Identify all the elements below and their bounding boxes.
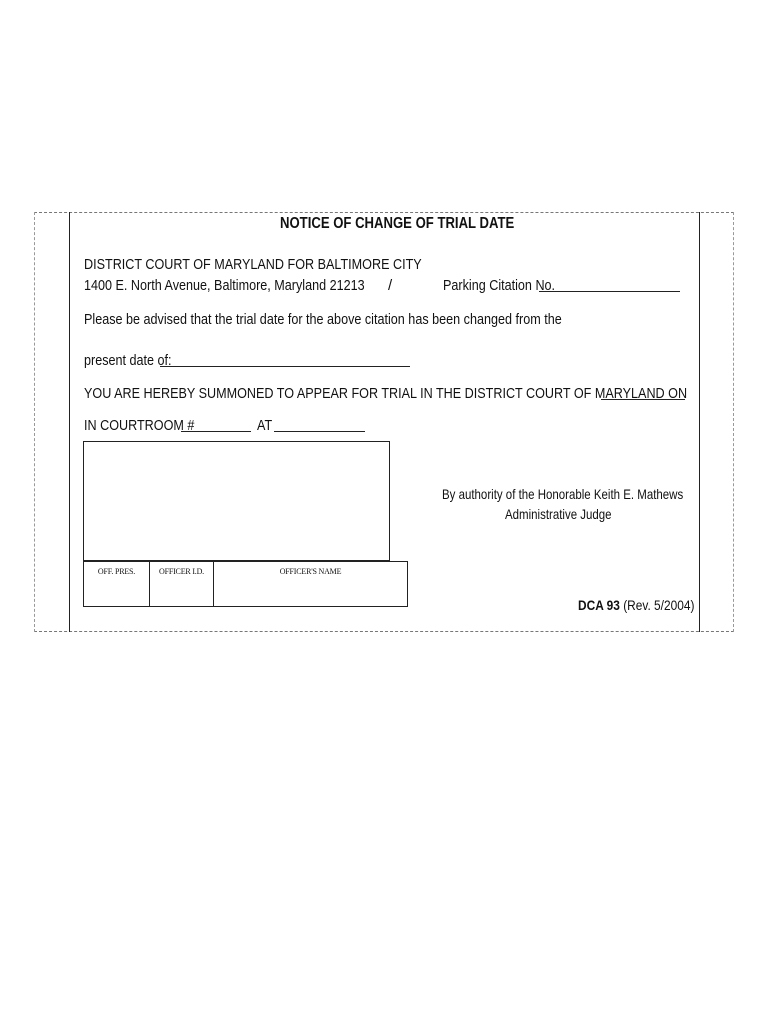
courtroom-row xyxy=(84,417,365,435)
officer-name-cell[interactable] xyxy=(214,562,407,606)
address-slash: / xyxy=(388,277,393,294)
officer-present-cell[interactable] xyxy=(84,562,150,606)
present-date-label: present date of: xyxy=(84,352,172,369)
authority-line-2: Administrative Judge xyxy=(505,506,612,522)
court-name: DISTRICT COURT OF MARYLAND FOR BALTIMORE CITY xyxy=(84,256,422,273)
parking-citation-field[interactable] xyxy=(539,279,680,292)
summons-text: YOU ARE HEREBY SUMMONED TO APPEAR FOR TRIAL IN THE DISTRICT COURT OF MARYLAND ON xyxy=(84,385,688,402)
court-address: 1400 E. North Avenue, Baltimore, Maryland 21213 xyxy=(84,277,365,294)
form-revision-info xyxy=(578,597,694,613)
officer-info-table xyxy=(83,561,408,607)
present-date-row xyxy=(84,352,410,370)
parking-citation-row xyxy=(443,277,680,295)
authority-line-1: By authority of the Honorable Keith E. Mathews xyxy=(442,486,684,502)
at-label: AT xyxy=(257,417,273,434)
officer-id-label: OFFICER I.D. xyxy=(159,567,204,576)
summons-row xyxy=(84,385,688,403)
form-number: DCA 93 xyxy=(578,597,620,613)
officer-present-label: OFF. PRES. xyxy=(97,567,136,576)
officer-name-label: OFFICER'S NAME xyxy=(279,567,342,576)
form-left-rule xyxy=(69,212,70,632)
officer-id-cell[interactable] xyxy=(150,562,214,606)
advisory-text: Please be advised that the trial date for the above citation has been changed from the xyxy=(84,311,562,328)
parking-citation-label: Parking Citation No. xyxy=(443,277,556,294)
revision-date: (Rev. 5/2004) xyxy=(623,597,695,613)
form-right-rule xyxy=(699,212,700,632)
present-date-field[interactable] xyxy=(160,354,410,367)
courtroom-label: IN COURTROOM # xyxy=(84,417,195,434)
trial-time-field[interactable] xyxy=(274,419,365,432)
form-title: NOTICE OF CHANGE OF TRIAL DATE xyxy=(280,215,515,232)
signature-box[interactable] xyxy=(83,441,390,561)
